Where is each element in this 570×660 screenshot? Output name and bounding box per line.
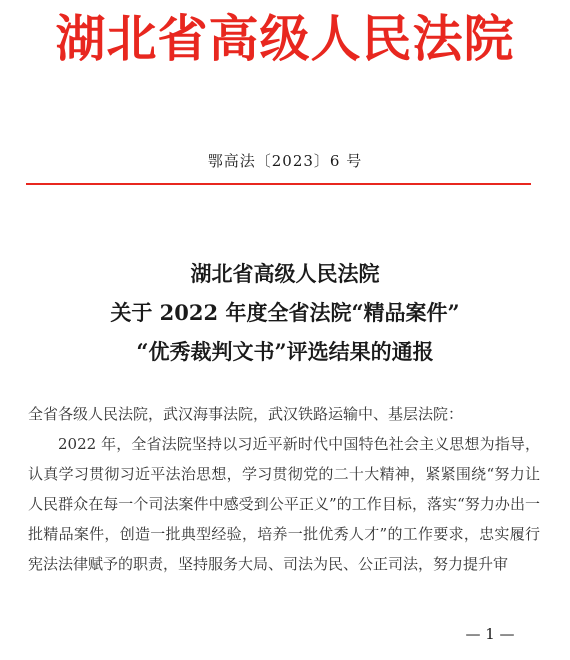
title-line-1: 湖北省高级人民法院 — [190, 261, 380, 286]
document-body — [28, 399, 540, 579]
masthead-title: 湖北省高级人民法院 — [55, 9, 515, 68]
red-divider-line — [26, 183, 531, 185]
document-number: 鄂高法〔2023〕6 号 — [207, 152, 363, 170]
title-line-2: 关于 2022 年度全省法院“精品案件” — [110, 300, 460, 325]
salutation: 全省各级人民法院，武汉海事法院，武汉铁路运输中、基层法院： — [28, 405, 464, 423]
body-paragraph: 2022 年，全省法院坚持以习近平新时代中国特色社会主义思想为指导，认真学习贯彻习近平法治思想，学习贯彻党的二十大精神，紧紧围绕“努力让人民群众在每一个司法案件中感受到公平正义”的工作目标，落实“努力办出一批精品案件，创造一批典型经验，培养一批优秀人才”的工作要求，忠实履行宪法法律赋予的职责，坚持服务大局、司法为民、公正司法，努力提升审 — [28, 435, 540, 573]
document-title — [0, 254, 570, 371]
page-number: — 1 — — [465, 625, 515, 643]
title-line-3: “优秀裁判文书”评选结果的通报 — [136, 339, 434, 364]
